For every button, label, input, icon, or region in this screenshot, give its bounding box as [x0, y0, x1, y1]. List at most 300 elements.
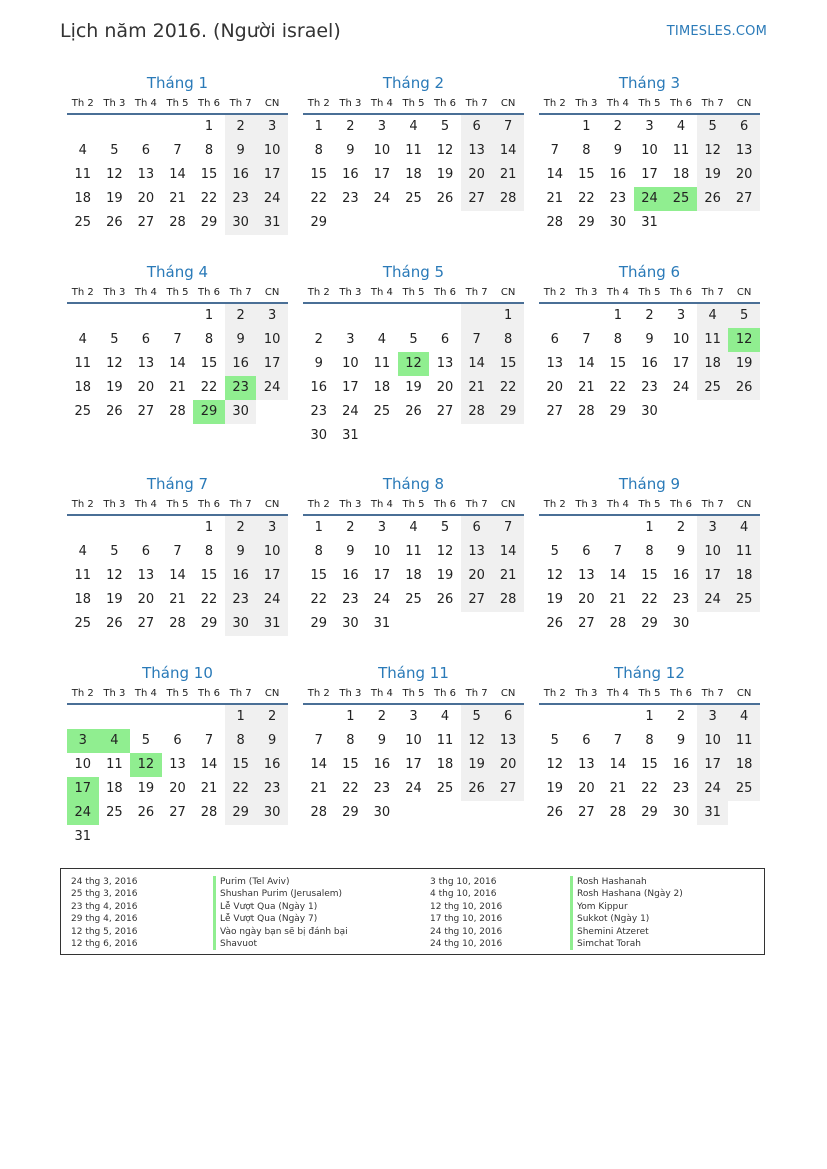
weekday-label: Th 4 [370, 98, 393, 109]
day-cell: 4 [409, 119, 418, 134]
day-cell: 26 [546, 616, 564, 631]
day-cell: 3 [645, 119, 654, 134]
day-cell: 16 [342, 568, 359, 583]
day-cell: 4 [728, 705, 760, 729]
month-10 [67, 662, 288, 849]
day-cell: 29 [310, 616, 328, 631]
day-grid [539, 705, 760, 825]
day-cell: 23 [310, 404, 328, 419]
day-cell: 14 [492, 139, 524, 163]
weekday-label: Th 7 [229, 499, 252, 510]
day-cell: 19 [106, 592, 123, 607]
day-cell: 19 [697, 163, 729, 187]
day-cell: 4 [728, 516, 760, 540]
empty-cell [99, 115, 131, 139]
day-cell: 21 [200, 781, 218, 796]
site-link[interactable]: TIMESLES.COM [666, 24, 767, 39]
empty-cell [335, 304, 367, 328]
day-cell: 27 [137, 404, 155, 419]
day-cell: 8 [204, 544, 214, 559]
legend-date: 29 thg 4, 2016 [71, 914, 138, 925]
day-cell: 10 [256, 540, 288, 564]
day-cell: 20 [137, 191, 155, 206]
day-cell: 9 [346, 143, 355, 158]
day-cell: 13 [578, 757, 595, 772]
day-cell: 14 [546, 167, 564, 182]
day-cell: 3 [409, 709, 418, 724]
empty-cell [162, 115, 194, 139]
day-cell: 27 [578, 805, 595, 820]
day-cell: 23 [256, 777, 288, 801]
day-cell: 8 [492, 328, 524, 352]
month-name: Tháng 2 [382, 74, 445, 92]
weekday-label: Th 4 [134, 287, 157, 298]
day-cell: 3 [377, 119, 387, 134]
holiday-day: 25 [665, 187, 697, 211]
day-cell: 16 [641, 356, 658, 371]
day-cell: 10 [256, 328, 288, 352]
day-cell: 2 [676, 520, 686, 535]
day-cell: 30 [672, 805, 690, 820]
day-cell: 24 [697, 588, 729, 612]
day-cell: 11 [74, 356, 92, 371]
day-cell: 13 [461, 139, 493, 163]
weekday-label: Th 7 [701, 287, 724, 298]
holiday-day: 17 [67, 777, 99, 801]
day-grid [303, 115, 524, 235]
empty-cell [99, 705, 131, 729]
day-cell: 8 [645, 544, 654, 559]
day-cell: 2 [377, 709, 387, 724]
day-cell: 19 [137, 781, 155, 796]
day-cell: 25 [74, 404, 92, 419]
weekday-label: CN [264, 98, 280, 109]
day-cell: 9 [346, 544, 355, 559]
day-cell: 6 [582, 733, 591, 748]
day-cell: 30 [225, 211, 257, 235]
weekday-label: Th 3 [339, 688, 362, 699]
day-cell: 12 [546, 757, 564, 772]
day-cell: 31 [74, 829, 92, 844]
empty-cell [99, 516, 131, 540]
weekday-label: Th 4 [370, 499, 393, 510]
day-cell: 14 [492, 540, 524, 564]
day-cell: 25 [728, 588, 760, 612]
day-cell: 9 [645, 332, 654, 347]
day-cell: 30 [256, 801, 288, 825]
legend-date: 25 thg 3, 2016 [71, 889, 138, 900]
day-cell: 9 [225, 139, 257, 163]
weekday-label: Th 2 [71, 688, 94, 699]
day-cell: 5 [697, 115, 729, 139]
day-cell: 19 [405, 380, 422, 395]
weekday-label: Th 7 [701, 688, 724, 699]
weekday-label: Th 6 [198, 688, 221, 699]
day-grid [539, 516, 760, 636]
day-cell: 15 [200, 167, 218, 182]
day-cell: 8 [225, 729, 257, 753]
day-cell: 4 [676, 119, 686, 134]
day-cell: 12 [461, 729, 493, 753]
weekday-label: Th 2 [307, 287, 330, 298]
weekday-header [539, 284, 760, 304]
day-cell: 18 [405, 167, 422, 182]
legend-right-dates [430, 876, 502, 950]
day-cell: 3 [676, 308, 686, 323]
day-cell: 29 [641, 616, 658, 631]
weekday-label: Th 3 [103, 688, 126, 699]
legend-date: 4 thg 10, 2016 [430, 889, 497, 900]
weekday-header [539, 95, 760, 115]
day-cell: 24 [342, 404, 359, 419]
day-cell: 17 [641, 167, 658, 182]
day-cell: 10 [373, 143, 391, 158]
day-cell: 16 [225, 163, 257, 187]
weekday-label: Th 5 [638, 499, 661, 510]
day-cell: 13 [578, 568, 595, 583]
day-cell: 3 [256, 516, 288, 540]
weekday-label: Th 2 [307, 499, 330, 510]
legend-holiday-name: Shemini Atzeret [570, 926, 683, 938]
day-cell: 16 [672, 757, 690, 772]
month-name: Tháng 5 [382, 263, 445, 281]
day-cell: 28 [200, 805, 218, 820]
legend-date: 23 thg 4, 2016 [71, 901, 138, 912]
day-cell: 9 [256, 729, 288, 753]
day-cell: 13 [137, 356, 155, 371]
day-cell: 8 [346, 733, 355, 748]
day-cell: 1 [204, 520, 214, 535]
day-cell: 22 [641, 781, 658, 796]
day-cell: 14 [578, 356, 595, 371]
day-cell: 27 [137, 215, 155, 230]
legend-left-names [213, 876, 348, 950]
empty-cell [67, 304, 99, 328]
day-cell: 29 [578, 215, 595, 230]
empty-cell [162, 705, 194, 729]
day-cell: 27 [461, 187, 493, 211]
day-cell: 5 [440, 520, 450, 535]
month-name: Tháng 8 [382, 475, 445, 493]
weekday-header [539, 685, 760, 705]
day-cell: 2 [225, 304, 257, 328]
day-cell: 18 [697, 352, 729, 376]
legend-holiday-name: Vào ngày bạn sẽ bị đánh bại [213, 926, 348, 938]
day-cell: 22 [200, 380, 218, 395]
day-cell: 11 [106, 757, 123, 772]
day-cell: 1 [346, 709, 355, 724]
day-cell: 20 [137, 592, 155, 607]
day-cell: 20 [578, 592, 595, 607]
day-cell: 17 [672, 356, 690, 371]
legend-left-dates [71, 876, 137, 950]
weekday-header [303, 284, 524, 304]
day-cell: 31 [373, 616, 391, 631]
day-cell: 21 [492, 163, 524, 187]
day-cell: 10 [641, 143, 658, 158]
day-cell: 6 [141, 143, 151, 158]
legend-holiday-name: Sukkot (Ngày 1) [570, 913, 683, 925]
day-cell: 10 [373, 544, 391, 559]
day-cell: 19 [546, 592, 564, 607]
day-cell: 21 [461, 376, 493, 400]
day-cell: 18 [74, 380, 92, 395]
day-cell: 14 [609, 568, 627, 583]
day-cell: 7 [173, 332, 182, 347]
day-cell: 27 [728, 187, 760, 211]
day-cell: 27 [461, 588, 493, 612]
day-cell: 24 [256, 588, 288, 612]
empty-cell [398, 304, 430, 328]
day-cell: 21 [169, 592, 186, 607]
day-cell: 28 [609, 616, 627, 631]
day-cell: 28 [609, 805, 627, 820]
weekday-header [67, 496, 288, 516]
legend-date: 24 thg 10, 2016 [430, 926, 503, 937]
day-cell: 12 [106, 568, 123, 583]
day-grid [67, 115, 288, 235]
day-cell: 1 [225, 705, 257, 729]
day-cell: 30 [225, 400, 257, 424]
day-grid [67, 304, 288, 424]
day-cell: 5 [440, 119, 450, 134]
day-cell: 9 [225, 328, 257, 352]
weekday-label: CN [736, 287, 752, 298]
empty-cell [67, 115, 99, 139]
day-cell: 5 [728, 304, 760, 328]
day-cell: 3 [256, 304, 288, 328]
weekday-label: Th 6 [670, 499, 693, 510]
legend-holiday-name: Purim (Tel Aviv) [213, 876, 348, 888]
weekday-label: Th 4 [606, 688, 629, 699]
legend-date: 17 thg 10, 2016 [430, 914, 503, 925]
empty-cell [67, 516, 99, 540]
day-cell: 12 [436, 544, 454, 559]
day-cell: 15 [225, 753, 257, 777]
day-cell: 5 [110, 544, 119, 559]
day-cell: 1 [204, 308, 214, 323]
day-cell: 22 [578, 191, 595, 206]
day-cell: 17 [373, 167, 391, 182]
weekday-label: Th 6 [198, 287, 221, 298]
day-cell: 18 [373, 380, 391, 395]
day-cell: 23 [225, 187, 257, 211]
legend-holiday-name: Shushan Purim (Jerusalem) [213, 888, 348, 900]
day-cell: 16 [256, 753, 288, 777]
day-cell: 21 [546, 191, 564, 206]
day-cell: 7 [461, 328, 493, 352]
day-cell: 9 [225, 540, 257, 564]
weekday-label: Th 7 [229, 287, 252, 298]
day-cell: 25 [697, 376, 729, 400]
day-cell: 14 [169, 167, 186, 182]
day-cell: 31 [697, 801, 729, 825]
month-5 [303, 261, 524, 448]
day-grid [303, 516, 524, 636]
legend-holiday-name: Lễ Vượt Qua (Ngày 7) [213, 913, 348, 925]
day-cell: 21 [169, 380, 186, 395]
weekday-label: CN [500, 688, 516, 699]
day-cell: 14 [609, 757, 627, 772]
weekday-label: Th 2 [71, 499, 94, 510]
day-grid [303, 705, 524, 825]
month-name: Tháng 3 [618, 74, 681, 92]
legend-date: 3 thg 10, 2016 [430, 877, 497, 887]
day-cell: 11 [373, 356, 391, 371]
day-cell: 12 [546, 568, 564, 583]
day-cell: 5 [461, 705, 493, 729]
empty-cell [602, 516, 634, 540]
day-cell: 10 [405, 733, 422, 748]
weekday-label: Th 3 [575, 287, 598, 298]
day-cell: 27 [578, 616, 595, 631]
day-cell: 8 [204, 332, 214, 347]
day-cell: 17 [256, 163, 288, 187]
day-cell: 26 [546, 805, 564, 820]
day-cell: 4 [377, 332, 387, 347]
day-cell: 24 [373, 592, 391, 607]
month-1 [67, 72, 288, 235]
day-cell: 15 [310, 167, 328, 182]
day-cell: 7 [582, 332, 591, 347]
day-cell: 13 [728, 139, 760, 163]
month-name: Tháng 11 [378, 664, 449, 682]
day-cell: 10 [74, 757, 92, 772]
day-cell: 15 [342, 757, 359, 772]
day-cell: 23 [342, 592, 359, 607]
holiday-day: 4 [99, 729, 131, 753]
day-cell: 17 [697, 753, 729, 777]
weekday-label: Th 2 [543, 287, 566, 298]
day-cell: 24 [256, 187, 288, 211]
day-cell: 15 [200, 568, 218, 583]
weekday-label: Th 7 [465, 287, 488, 298]
day-cell: 6 [461, 516, 493, 540]
day-cell: 1 [582, 119, 591, 134]
day-cell: 24 [373, 191, 391, 206]
day-cell: 25 [405, 592, 422, 607]
day-cell: 21 [578, 380, 595, 395]
weekday-label: Th 6 [434, 688, 457, 699]
day-cell: 20 [461, 163, 493, 187]
day-cell: 25 [405, 191, 422, 206]
weekday-label: Th 3 [339, 98, 362, 109]
day-grid [539, 304, 760, 424]
day-cell: 30 [672, 616, 690, 631]
empty-cell [539, 705, 571, 729]
day-cell: 11 [405, 544, 422, 559]
day-cell: 6 [141, 544, 151, 559]
day-cell: 20 [578, 781, 595, 796]
day-cell: 21 [609, 781, 627, 796]
day-cell: 7 [492, 115, 524, 139]
empty-cell [162, 516, 194, 540]
day-cell: 2 [225, 115, 257, 139]
day-cell: 29 [200, 215, 218, 230]
day-cell: 19 [436, 167, 454, 182]
empty-cell [130, 516, 162, 540]
holiday-legend [60, 868, 765, 955]
weekday-label: Th 7 [465, 688, 488, 699]
weekday-label: Th 5 [166, 287, 189, 298]
weekday-label: Th 7 [701, 499, 724, 510]
day-cell: 26 [728, 376, 760, 400]
day-cell: 3 [377, 520, 387, 535]
day-cell: 21 [492, 564, 524, 588]
day-cell: 6 [550, 332, 559, 347]
day-cell: 12 [106, 356, 123, 371]
empty-cell [130, 115, 162, 139]
day-cell: 9 [613, 143, 623, 158]
day-cell: 26 [106, 616, 123, 631]
day-cell: 29 [342, 805, 359, 820]
day-cell: 17 [405, 757, 422, 772]
day-cell: 27 [492, 777, 524, 801]
holiday-day: 29 [193, 400, 225, 424]
day-cell: 5 [110, 332, 119, 347]
day-cell: 8 [613, 332, 623, 347]
day-cell: 18 [405, 568, 422, 583]
day-cell: 2 [314, 332, 323, 347]
weekday-label: Th 3 [339, 287, 362, 298]
day-cell: 25 [74, 215, 92, 230]
holiday-day: 3 [67, 729, 99, 753]
day-cell: 28 [169, 616, 186, 631]
weekday-label: Th 6 [434, 499, 457, 510]
day-cell: 24 [256, 376, 288, 400]
day-cell: 13 [546, 356, 564, 371]
weekday-label: CN [264, 287, 280, 298]
day-cell: 22 [342, 781, 359, 796]
day-cell: 28 [492, 588, 524, 612]
day-cell: 10 [697, 540, 729, 564]
day-cell: 1 [492, 304, 524, 328]
month-name: Tháng 9 [618, 475, 681, 493]
month-name: Tháng 1 [146, 74, 209, 92]
day-cell: 1 [204, 119, 214, 134]
day-cell: 31 [256, 612, 288, 636]
day-cell: 28 [169, 215, 186, 230]
weekday-label: Th 3 [103, 499, 126, 510]
month-9 [539, 473, 760, 636]
day-cell: 2 [225, 516, 257, 540]
empty-cell [67, 705, 99, 729]
weekday-label: Th 4 [606, 98, 629, 109]
month-name: Tháng 6 [618, 263, 681, 281]
legend-right-names [570, 876, 683, 950]
day-cell: 28 [546, 215, 564, 230]
day-cell: 5 [550, 544, 559, 559]
month-12 [539, 662, 760, 825]
month-name: Tháng 7 [146, 475, 209, 493]
day-cell: 12 [697, 139, 729, 163]
weekday-label: Th 6 [670, 688, 693, 699]
weekday-header [539, 496, 760, 516]
day-cell: 29 [200, 616, 218, 631]
weekday-label: Th 7 [465, 499, 488, 510]
empty-cell [539, 304, 571, 328]
day-cell: 6 [728, 115, 760, 139]
day-cell: 15 [492, 352, 524, 376]
day-cell: 14 [169, 356, 186, 371]
day-cell: 29 [225, 801, 257, 825]
day-cell: 23 [672, 781, 690, 796]
month-name: Tháng 4 [146, 263, 209, 281]
day-cell: 19 [106, 191, 123, 206]
holiday-day: 24 [67, 801, 99, 825]
empty-cell [429, 304, 461, 328]
day-cell: 30 [373, 805, 391, 820]
